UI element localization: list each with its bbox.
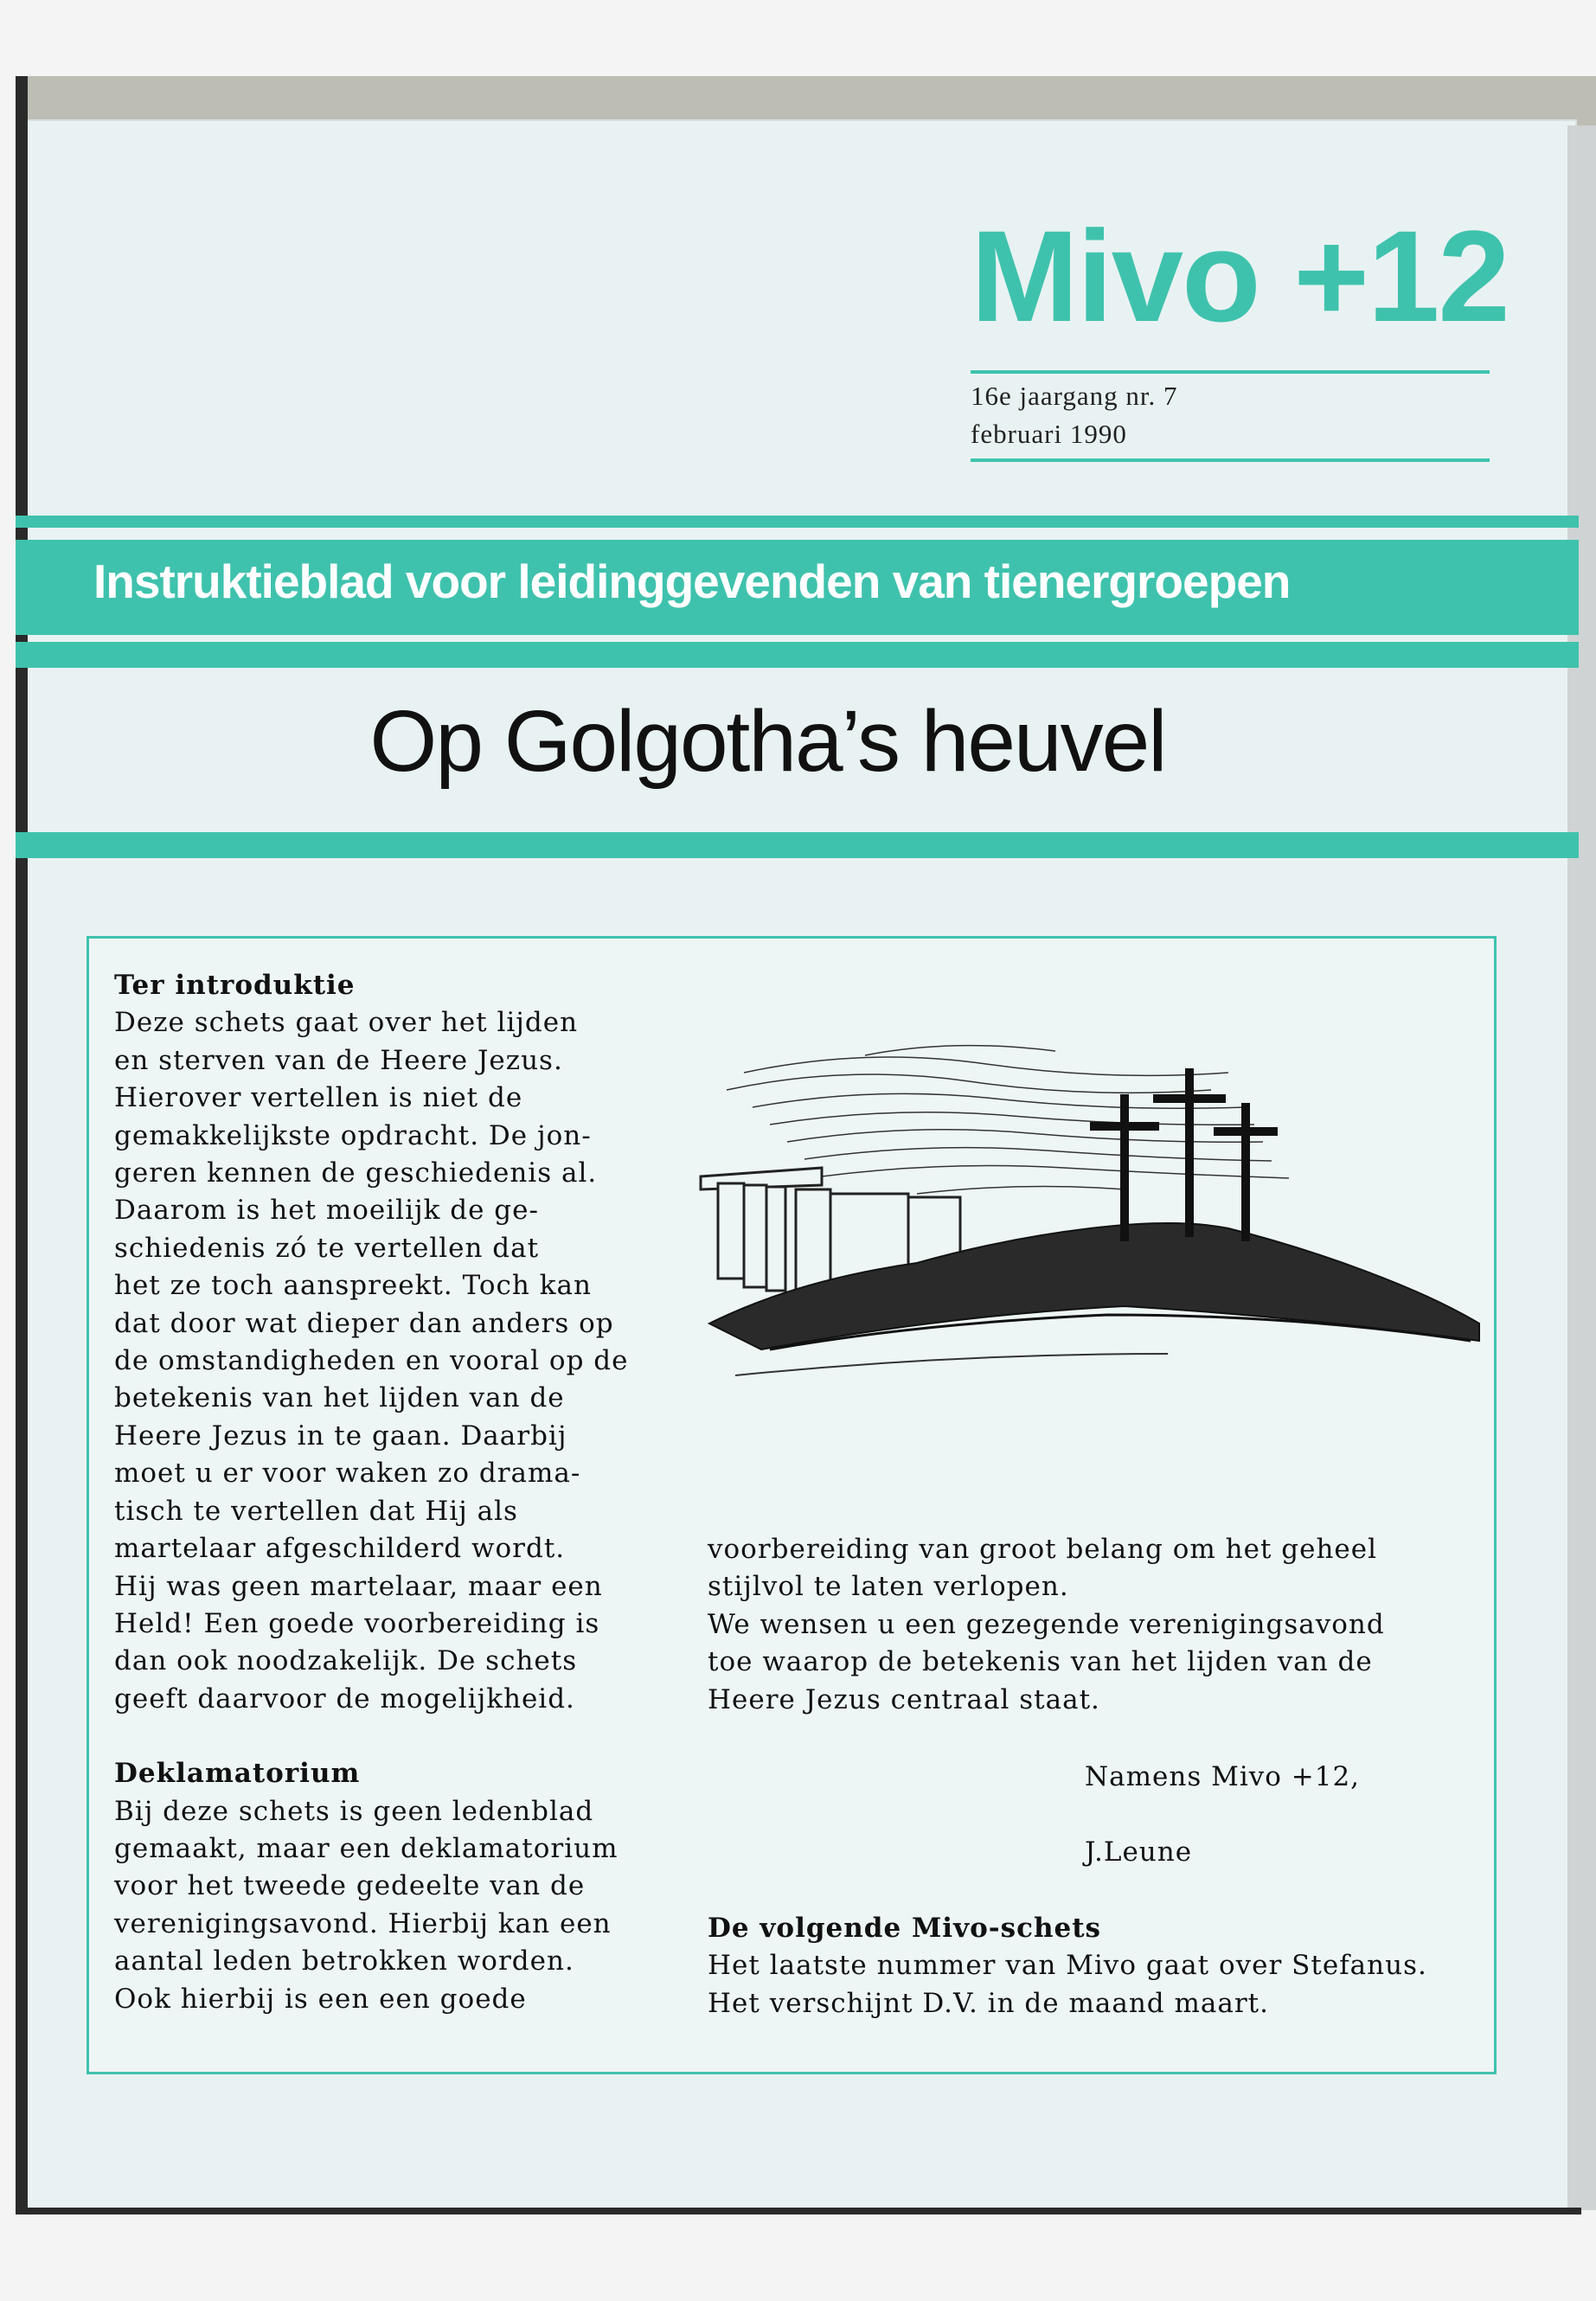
intro-lines (114, 1004, 685, 1718)
text-line: Heere Jezus centraal staat. (708, 1683, 1100, 1715)
continuation-lines (708, 1531, 1469, 1719)
text-line: toe waarop de betekenis van het lijden van de (708, 1646, 1373, 1678)
text-line: schiedenis zó te vertellen dat (114, 1232, 540, 1264)
mivo-logo: Mivo +12 (971, 203, 1509, 349)
text-line: stijlvol te laten verlopen. (708, 1571, 1069, 1603)
scan-bottom-edge (16, 2208, 1581, 2214)
text-line: Hij was geen martelaar, maar een (114, 1570, 603, 1602)
text-line: tisch te vertellen dat Hij als (114, 1495, 518, 1527)
signature-name: J.Leune (1085, 1836, 1193, 1868)
text-line: geren kennen de geschiedenis al. (114, 1157, 598, 1189)
text-line: dat door wat dieper dan anders op (114, 1307, 614, 1339)
title-rule (16, 832, 1579, 858)
deklamatorium-lines (114, 1793, 685, 2018)
masthead-rule-bottom (971, 458, 1490, 462)
text-line: Het verschijnt D.V. in de maand maart. (708, 1987, 1269, 2019)
text-line: voor het tweede gedeelte van de (114, 1870, 586, 1902)
intro-column (114, 967, 685, 2018)
text-line: betekenis van het lijden van de (114, 1382, 565, 1414)
banner-line-top (16, 516, 1579, 528)
text-line: het ze toch aanspreekt. Toch kan (114, 1270, 592, 1302)
page-title: Op Golgotha’s heuvel (369, 693, 1166, 790)
next-heading: De volgende Mivo-schets (708, 1913, 1102, 1944)
deklamatorium-heading: Deklamatorium (114, 1758, 361, 1790)
banner-line-bottom (16, 642, 1579, 668)
text-line: voorbereiding van groot belang om het geheel (708, 1534, 1378, 1565)
next-lines (708, 1947, 1486, 2022)
text-line: Held! Een goede voorbereiding is (114, 1607, 600, 1639)
text-line: gemaakt, maar een deklamatorium (114, 1832, 619, 1864)
scan-right-edge (1567, 125, 1596, 2210)
subtitle-banner-text: Instruktieblad voor leidinggevenden van tienergroepen (93, 554, 1291, 608)
intro-heading: Ter introduktie (114, 970, 356, 1001)
golgotha-illustration (692, 1012, 1488, 1393)
text-line: dan ook noodzakelijk. De schets (114, 1645, 578, 1677)
signature-line: Namens Mivo +12, (1085, 1761, 1361, 1792)
text-line: Hierover vertellen is niet de (114, 1082, 523, 1114)
text-line: Bij deze schets is geen ledenblad (114, 1795, 594, 1827)
issue-date: februari 1990 (971, 419, 1127, 449)
text-line: Het laatste nummer van Mivo gaat over Stefanus. (708, 1950, 1427, 1982)
text-line: Deze schets gaat over het lijden (114, 1007, 579, 1039)
text-line: geeft daarvoor de mogelijkheid. (114, 1682, 575, 1715)
next-column (708, 1910, 1486, 2022)
text-line: de omstandigheden en vooral op de (114, 1345, 629, 1377)
text-line: Daarom is het moeilijk de ge- (114, 1195, 539, 1227)
text-line: Heere Jezus in te gaan. Daarbij (114, 1420, 567, 1452)
crosses (1094, 1073, 1273, 1237)
text-line: en sterven van de Heere Jezus. (114, 1044, 563, 1076)
text-line: gemakkelijkste opdracht. De jon- (114, 1119, 592, 1151)
text-line: We wensen u een gezegende verenigingsavond (708, 1608, 1385, 1640)
text-line: aantal leden betrokken worden. (114, 1945, 574, 1977)
text-line: moet u er voor waken zo drama- (114, 1458, 581, 1490)
issue-number: 16e jaargang nr. 7 (971, 381, 1178, 411)
text-line: martelaar afgeschilderd wordt. (114, 1533, 566, 1565)
text-line: Ook hierbij is een een goede (114, 1983, 527, 2015)
continuation-column (708, 1531, 1469, 1719)
text-line: verenigingsavond. Hierbij kan een (114, 1907, 612, 1939)
scan-left-edge (16, 76, 28, 2213)
masthead-rule-top (971, 370, 1490, 374)
